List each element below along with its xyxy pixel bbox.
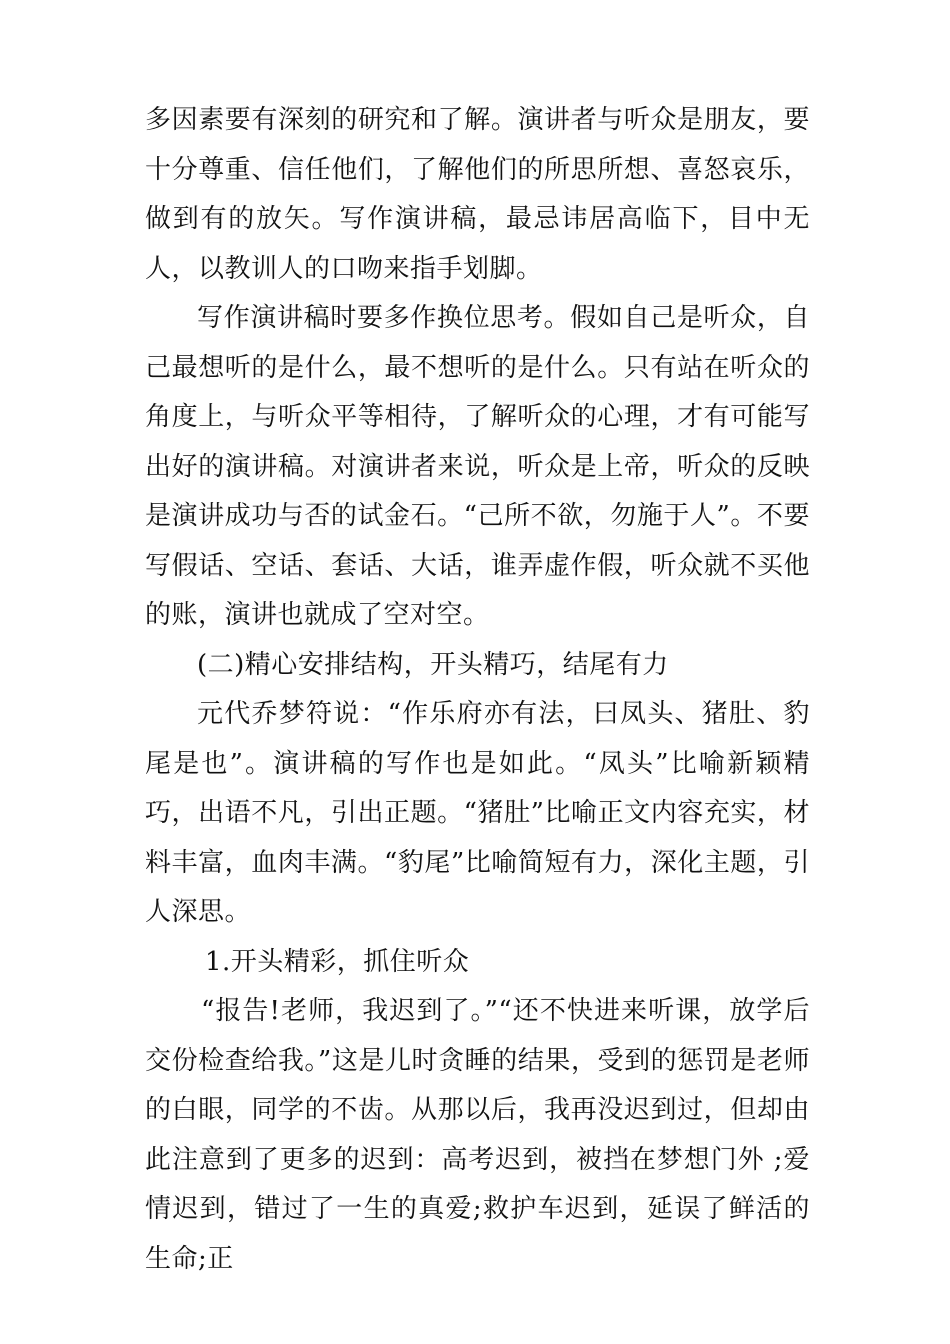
subheading-opening: 1.开头精彩，抓住听众 — [205, 946, 470, 977]
section-heading-structure: (二)精心安排结构，开头精巧，结尾有力 — [197, 649, 669, 680]
paragraph-audience-respect: 多因素要有深刻的研究和了解。演讲者与听众是朋友，要十分尊重、信任他们，了解他们的所思所想、喜怒哀乐，做到有的放矢。写作演讲稿，最忌讳居高临下，目中无人，以教训人的口吻来指手划脚。 — [145, 105, 810, 284]
paragraph-phoenix-head: 元代乔梦符说：“作乐府亦有法，曰凤头、猪肚、豹尾是也”。演讲稿的写作也是如此。“凤头”比喻新颖精巧，出语不凡，引出正题。“猪肚”比喻正文内容充实，材料丰富，血肉丰满。“豹尾”比喻简短有力，深化主题，引人深思。 — [145, 699, 810, 927]
document-body — [145, 96, 810, 1284]
paragraph-late-story: “报告!老师，我迟到了。”“还不快进来听课，放学后交份检查给我。”这是儿时贪睡的结果，受到的惩罚是老师的白眼，同学的不齿。从那以后，我再没迟到过，但却由此注意到了更多的迟到：高考迟到，被挡在梦想门外 ;爱情迟到，错过了一生的真爱;救护车迟到，延误了鲜活的生命;正 — [145, 996, 810, 1274]
paragraph-perspective-taking: 写作演讲稿时要多作换位思考。假如自己是听众，自己最想听的是什么，最不想听的是什么。只有站在听众的角度上，与听众平等相待，了解听众的心理，才有可能写出好的演讲稿。对演讲者来说，听众是上帝，听众的反映是演讲成功与否的试金石。“己所不欲，勿施于人”。不要写假话、空话、套话、大话，谁弄虚作假，听众就不买他的账，演讲也就成了空对空。 — [145, 303, 810, 630]
